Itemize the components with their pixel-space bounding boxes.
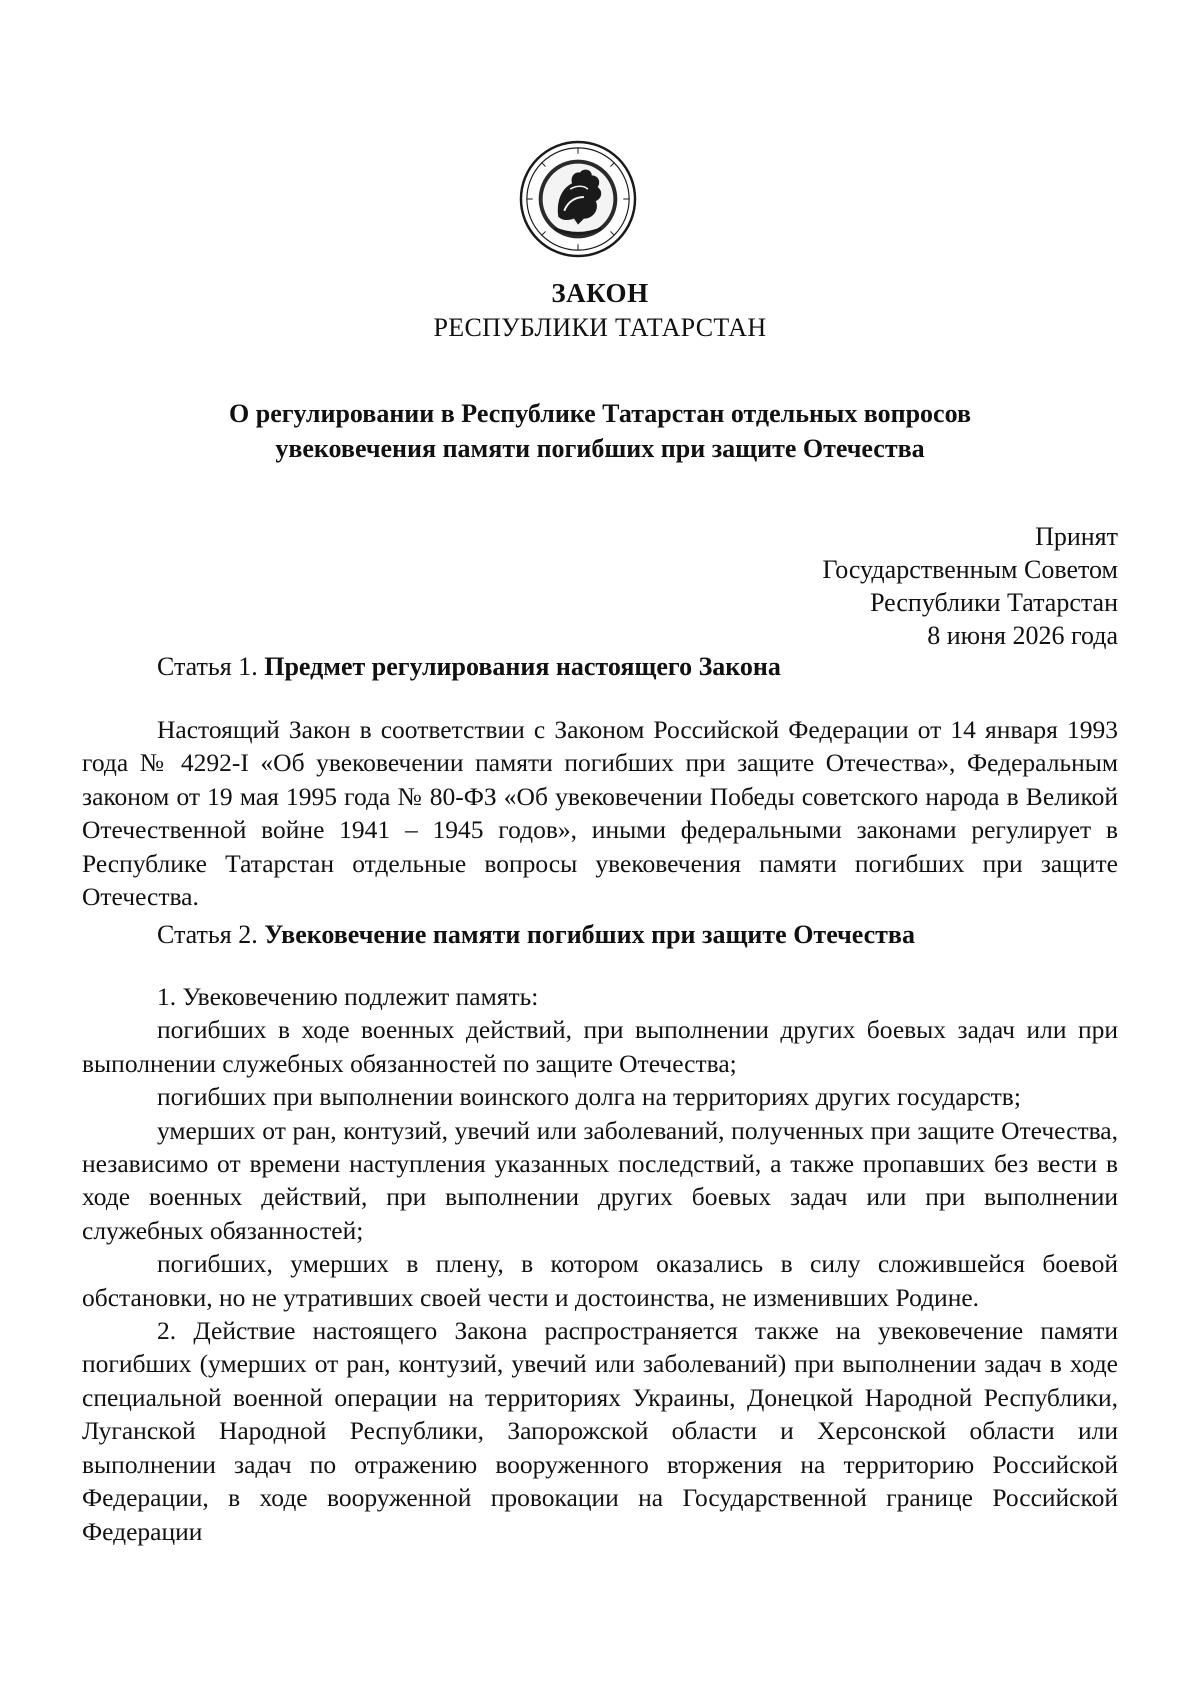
adoption-line: Республики Татарстан: [870, 588, 1118, 617]
article-paragraph: погибших при выполнении воинского долга на территориях других государств;: [157, 1082, 1021, 1112]
adoption-note: [822, 520, 1118, 652]
article-label: Статья 1.: [157, 652, 258, 681]
article-1-body: [82, 713, 1118, 913]
article-paragraph: погибших в ходе военных действий, при выполнении других боевых задач или при выполнении служебных обязанностей по защите Отечества;: [82, 1015, 1118, 1078]
article-1-heading: [157, 652, 781, 682]
adoption-date: 8 июня 2026 года: [927, 621, 1118, 650]
article-title: Увековечение памяти погибших при защите Отечества: [264, 920, 915, 949]
article-2-heading: [157, 920, 915, 950]
article-2-body: [82, 980, 1118, 1548]
tatarstan-coat-of-arms-icon: [519, 140, 637, 258]
article-paragraph: 2. Действие настоящего Закона распространяется также на увековечение памяти погибших (умерших от ран, контузий, увечий или заболеваний) при выполнении задач в ходе специальной военной операции на территориях Украины, Донецкой Народной Республики, Луганской Народной Республики, Запорожской области и Херсонской области или выполнении задач по отражению вооруженного вторжения на территорию Российской Федерации, в ходе вооруженной провокации на Государственной границе Российской Федерации: [82, 1316, 1118, 1546]
law-name-line: увековечения памяти погибших при защите Отечества: [275, 434, 925, 463]
law-subtitle: РЕСПУБЛИКИ ТАТАРСТАН: [433, 313, 767, 342]
article-paragraph: Настоящий Закон в соответствии с Законом Российской Федерации от 14 января 1993 года № 4292-I «Об увековечении памяти погибших при защите Отечества», Федеральным законом от 19 мая 1995 года № 80-ФЗ «Об увековечении Победы советского народа в Великой Отечественной войне 1941 – 1945 годов», иными федеральными законами регулирует в Республике Татарстан отдельные вопросы увековечения памяти погибших при защите Отечества.: [82, 715, 1118, 912]
law-name-line: О регулировании в Республике Татарстан отдельных вопросов: [229, 399, 971, 428]
adoption-line: Государственным Советом: [822, 555, 1118, 584]
article-paragraph: умерших от ран, контузий, увечий или заболеваний, полученных при защите Отечества, независимо от времени наступления указанных последствий, а также пропавших без вести в ходе военных действий, при выполнении других боевых задач или при выполнении служебных обязанностей;: [82, 1115, 1118, 1245]
article-title: Предмет регулирования настоящего Закона: [264, 652, 781, 681]
article-label: Статья 2.: [157, 920, 258, 949]
law-title: ЗАКОН: [551, 278, 649, 308]
article-paragraph: 1. Увековечению подлежит память:: [157, 982, 539, 1011]
adoption-line: Принят: [1035, 522, 1118, 551]
law-name: [100, 396, 1100, 466]
article-paragraph: погибших, умерших в плену, в котором оказались в силу сложившейся боевой обстановки, но не утративших своей чести и достоинства, не изменивших Родине.: [82, 1249, 1118, 1312]
